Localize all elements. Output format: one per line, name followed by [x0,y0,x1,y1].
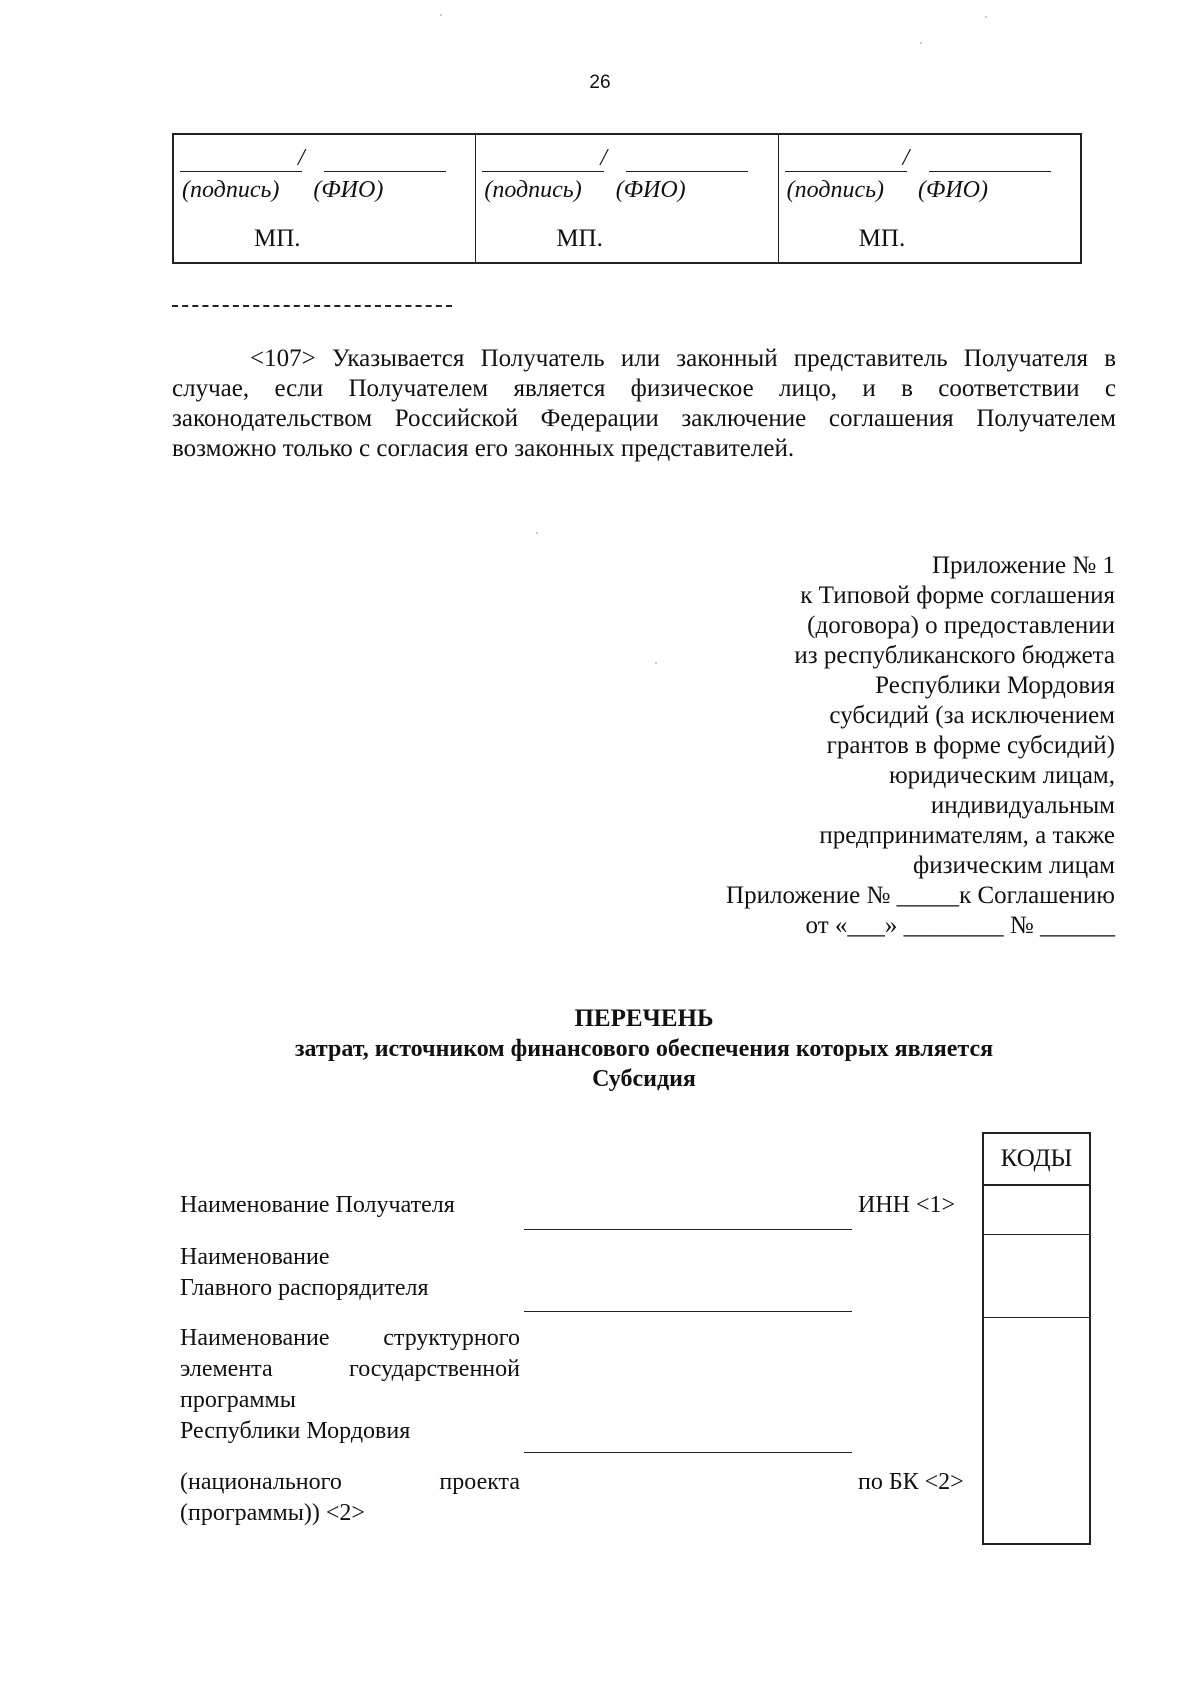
national-project-label [180,1467,520,1529]
national-label-line2: (программы)) <2> [180,1500,365,1526]
page-number: 26 [589,72,611,93]
structural-label-line2: элемента государственной [180,1356,520,1382]
footnote-separator [172,305,452,307]
appendix-line: из республиканского бюджета [794,642,1115,669]
appendix-line: к Типовой форме соглашения [800,582,1115,609]
appendix-line: от «___» ________ № ______ [805,912,1115,939]
appendix-line: юридическим лицам, [888,762,1115,789]
stamp-label: МП. [858,225,906,252]
title-subheading-2: Субсидия [592,1066,696,1092]
appendix-line: физическим лицам [913,852,1115,879]
appendix-line: индивидуальным [930,792,1115,819]
appendix-line: Приложение № _____к Соглашению [726,882,1115,909]
signature-line [785,171,907,172]
appendix-line: Приложение № 1 [931,552,1115,579]
structural-label-line1: Наименование структурного [180,1325,520,1351]
fio-label: (ФИО) [918,177,988,203]
scan-speck [655,662,657,664]
stamp-label: МП. [556,225,603,252]
title-subheading: затрат, источником финансового обеспечения которых является [294,1036,994,1062]
fio-label: (ФИО) [313,177,384,203]
fio-line [324,171,446,172]
signature-line [482,171,604,172]
scan-speck [920,42,922,44]
signature-slash: / [600,145,607,171]
fio-label: (ФИО) [615,177,686,203]
signature-cell-2 [476,135,778,262]
structural-element-label [180,1323,520,1447]
signature-line [180,171,302,172]
scan-speck [440,14,442,16]
appendix-line: (договора) о предоставлении [807,612,1115,639]
codes-box [982,1132,1091,1545]
national-label-line1: (национального проекта [180,1469,520,1495]
stamp-label: МП. [254,225,301,252]
recipient-field-line [524,1229,852,1230]
inn-label: ИНН <1> [858,1192,956,1218]
chief-manager-label [180,1242,429,1304]
signature-caption [182,177,383,204]
appendix-line: предпринимателям, а также [819,822,1115,849]
bk-label: по БК <2> [858,1469,964,1495]
appendix-header [515,551,1115,941]
chief-manager-label-line1: Наименование [180,1244,330,1270]
appendix-line: субсидий (за исключением [829,702,1115,729]
codes-divider [984,1317,1089,1318]
scan-speck [985,16,987,18]
signature-cell-3 [779,135,1080,262]
structural-element-field-line [524,1452,852,1453]
title-heading: ПЕРЕЧЕНЬ [574,1005,714,1032]
codes-divider [984,1234,1089,1235]
scan-speck [536,532,538,534]
signature-slash: / [902,145,910,171]
structural-label-line3: программы [180,1387,296,1413]
signature-table [172,133,1082,264]
signature-label: (подпись) [484,177,582,203]
signature-label: (подпись) [786,177,885,203]
document-title [172,1004,1116,1094]
signature-caption [484,177,685,204]
chief-manager-label-line2: Главного распорядителя [180,1275,429,1301]
signature-cell-1 [174,135,476,262]
signature-slash: / [298,145,305,171]
chief-manager-field-line [524,1311,852,1312]
signature-label: (подпись) [182,177,280,203]
codes-header: КОДЫ [984,1134,1089,1186]
fio-line [929,171,1051,172]
appendix-line: Республики Мордовия [875,672,1115,699]
footnote-107: <107> Указывается Получатель или законный представитель Получателя в случае, если Получателем является физическое лицо, и в соответствии с законодательством Российской Федерации заключение соглашения Получателем возможно только с согласия его законных представителей. [172,345,1116,462]
appendix-line: грантов в форме субсидий) [826,732,1115,759]
structural-label-line4: Республики Мордовия [180,1418,411,1444]
signature-caption [787,177,988,204]
fio-line [626,171,748,172]
recipient-label: Наименование Получателя [180,1192,455,1218]
